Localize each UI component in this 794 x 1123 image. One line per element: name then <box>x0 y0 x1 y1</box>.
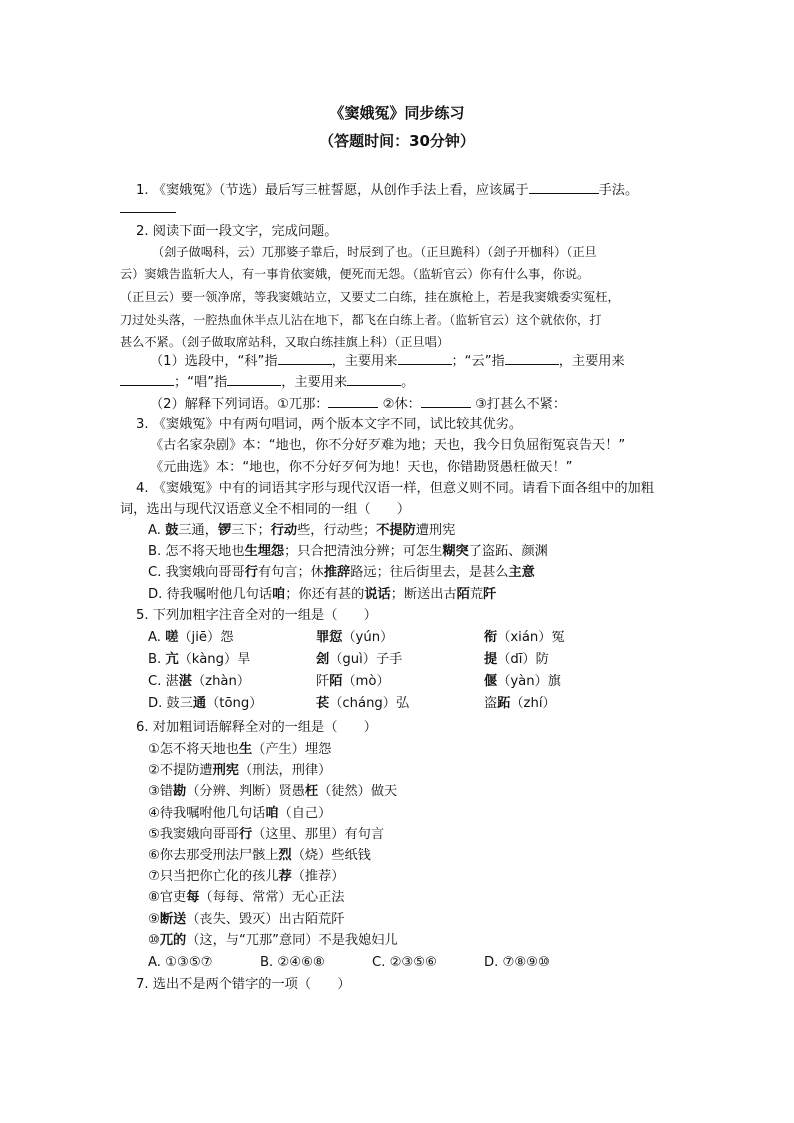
bold-word: 推辞 <box>323 565 351 580</box>
item-text: ④待我嘱咐他几句话 <box>148 805 266 821</box>
bold-word: 行动 <box>270 523 298 538</box>
bold-word: 鼓 <box>165 523 179 538</box>
bold-word: 刑宪 <box>212 763 239 779</box>
bold-char: 提 <box>484 652 498 667</box>
option-cell[interactable] <box>148 650 250 669</box>
list-item <box>148 782 397 801</box>
answer-blank[interactable] <box>328 394 378 408</box>
option-text: C. 湛 <box>148 674 179 689</box>
item-text: ⑧官吏 <box>148 890 187 906</box>
sub2-text: ②休： <box>382 397 421 412</box>
bold-word: 糊突 <box>442 544 469 559</box>
sub1-text: ；“云”指 <box>451 354 505 369</box>
option-text: 有句言；休 <box>257 565 324 580</box>
pinyin-text: （cháng）弘 <box>329 696 410 711</box>
passage-line: 刀过处头落，一腔热血休半点儿沾在地下，都飞在白练上者。（监斩官云）这个就依你，打 <box>120 313 602 327</box>
bold-word: 烈 <box>278 848 292 863</box>
passage-line: 云）窦娥告监斩大人，有一事肯依窦娥，便死而无怨。（监斩官云）你有什么事，你说。 <box>120 267 590 281</box>
item-text: （烧）些纸钱 <box>291 848 371 863</box>
item-text: （推荐） <box>291 869 345 885</box>
option-cell[interactable] <box>148 628 233 647</box>
option-label: A. <box>148 523 166 538</box>
list-item <box>148 931 398 950</box>
option-text: D. 鼓三 <box>148 696 193 711</box>
bold-word: 荐 <box>278 869 292 885</box>
passage-line: （正旦云）要一领净席，等我窦娥站立，又要丈二白练，挂在旗枪上，若是我窦娥委实冤枉， <box>120 290 620 304</box>
pinyin-text: （guì）子手 <box>329 652 403 667</box>
bold-word: 锣 <box>217 523 232 538</box>
option-text: A. <box>148 630 166 645</box>
option-cell[interactable] <box>316 694 409 713</box>
answer-blank[interactable] <box>120 372 174 386</box>
option-cell[interactable] <box>316 650 402 669</box>
option-b[interactable] <box>148 542 548 561</box>
option-text: ；你还有甚的 <box>285 587 365 602</box>
answer-blank[interactable] <box>227 372 281 386</box>
passage-line: （刽子做喝科，云）兀那婆子靠后，时辰到了也。（正旦跪科）（刽子开枷科）（正旦 <box>152 245 597 259</box>
option-text: 荒 <box>469 587 484 602</box>
bold-word: 阡 <box>483 587 497 602</box>
version-source: 《元曲选》本： <box>150 460 243 475</box>
question-6-stem: 6. 对加粗词语解释全对的一组是（ ） <box>136 720 377 735</box>
item-text: （徒然）做天 <box>318 784 398 800</box>
list-item <box>148 867 344 886</box>
version-source: 《古名家杂剧》本： <box>150 438 269 453</box>
bold-char: 跖 <box>497 696 511 711</box>
bold-word: 主意 <box>508 565 535 580</box>
bold-char: 陌 <box>329 674 343 689</box>
sub1-text: （1）选段中，“科”指 <box>150 354 278 369</box>
bold-word: 不提防 <box>376 523 416 538</box>
version-2 <box>150 458 572 477</box>
pinyin-text: （tōng） <box>206 696 263 711</box>
option-text: C. 我窦娥向哥哥 <box>148 565 245 580</box>
bold-char: 湛 <box>178 674 192 689</box>
option-text: 了盗跖、颜渊 <box>468 544 548 559</box>
bold-char: 衔 <box>484 630 498 645</box>
pinyin-text: （kàng）旱 <box>178 652 251 667</box>
bold-word: 陌 <box>456 587 470 602</box>
list-item <box>148 846 371 865</box>
option-text: B. <box>148 652 166 667</box>
list-item <box>148 804 331 823</box>
version-text: “地也，你不分好歹何为地！天也，你错勘贤愚枉做天！” <box>242 460 573 475</box>
item-text: （产生）埋怨 <box>252 742 332 757</box>
bold-char: 亢 <box>165 652 179 667</box>
sub1-text: ，主要用来 <box>281 375 348 390</box>
version-1 <box>150 436 625 455</box>
item-text: ⑩ <box>148 932 160 948</box>
option-a[interactable] <box>148 521 455 540</box>
pinyin-text: （zhàn） <box>191 674 251 689</box>
pinyin-text: （mò） <box>342 674 390 689</box>
option-text: ；只合把清浊分辨；可怎生 <box>284 544 443 559</box>
answer-option[interactable]: C. ②③⑤⑥ <box>372 955 437 970</box>
question-4-stem: 4. 《窦娥冤》中有的词语其字形与现代汉语一样，但意义则不同。请看下面各组中的加粗 <box>136 481 654 496</box>
option-text: D. 待我嘱咐他几句话 <box>148 587 273 602</box>
bold-word: 咱 <box>265 805 279 821</box>
version-text: “地也，你不分好歹难为地；天也，我今日负屈衔冤哀告天！” <box>268 438 626 453</box>
option-text: 些，行动些； <box>297 523 377 538</box>
bold-char: 嗟 <box>165 630 179 645</box>
option-cell[interactable] <box>484 694 556 713</box>
item-text: ③错 <box>148 784 174 800</box>
option-cell[interactable] <box>484 672 561 691</box>
bold-char: 苌 <box>316 696 330 711</box>
question-3-stem: 3. 《窦娥冤》中有两句唱词，两个版本文字不同，试比较其优劣。 <box>136 417 523 432</box>
option-cell[interactable] <box>148 672 250 691</box>
answer-blank[interactable] <box>398 351 452 365</box>
sub1-text: ，主要用来 <box>331 354 398 369</box>
q1-text: 1. 《窦娥冤》（节选）最后写三桩誓愿，从创作手法上看，应该属于 <box>136 183 529 198</box>
question-2-sub-1 <box>150 351 625 371</box>
q1-suffix: 手法。 <box>598 183 639 198</box>
sub1-text: ，主要用来 <box>558 354 625 369</box>
option-cell[interactable] <box>484 628 565 647</box>
answer-option[interactable]: D. ⑦⑧⑨⑩ <box>484 955 550 970</box>
answer-blank[interactable] <box>505 351 559 365</box>
page-title: 《窦娥冤》同步练习 <box>329 104 465 122</box>
item-text: （这，与“兀那”意同）不是我媳妇儿 <box>186 932 398 948</box>
item-text: （自己） <box>278 805 332 821</box>
bold-word: 咱 <box>272 587 286 602</box>
list-item <box>148 761 331 780</box>
bold-word: 生埋怨 <box>244 544 285 559</box>
option-cell[interactable] <box>484 650 549 669</box>
item-text: ②不提防遭 <box>148 763 213 779</box>
option-text: B. 怎不将天地也 <box>148 544 245 559</box>
question-2-sub-1-cont <box>120 372 414 392</box>
question-4-stem-cont: 词，选出与现代汉语意义全不相同的一组（ ） <box>120 502 411 517</box>
item-text: （分辨、判断）贤愚 <box>186 784 305 800</box>
pinyin-text: （yàn）旗 <box>497 674 561 689</box>
item-text: ⑤我窦娥向哥哥 <box>148 826 239 842</box>
option-text: 路远；往后街里去，是甚么 <box>350 565 509 580</box>
sub1-text: 。 <box>401 375 415 390</box>
question-2-stem: 2. 阅读下面一段文字，完成问题。 <box>136 224 338 239</box>
page-subtitle: （答题时间：30分钟） <box>319 132 475 150</box>
question-2-sub-2 <box>150 394 566 414</box>
answer-blank[interactable] <box>278 351 332 365</box>
pinyin-text: （yún） <box>342 630 394 645</box>
answer-blank[interactable] <box>529 180 599 194</box>
option-text: 三下； <box>231 523 271 538</box>
option-text: 遭刑宪 <box>415 523 456 538</box>
item-text: （刑法，刑律） <box>238 763 332 779</box>
list-item <box>148 910 344 929</box>
bold-char: 罪愆 <box>316 630 343 645</box>
option-text: 三通， <box>178 523 218 538</box>
option-cell[interactable] <box>316 672 390 691</box>
pinyin-text: （xián）冤 <box>497 630 565 645</box>
answer-option[interactable]: B. ②④⑥⑧ <box>260 955 325 970</box>
answer-option[interactable]: A. ①③⑤⑦ <box>148 955 213 970</box>
answer-blank[interactable] <box>120 199 176 213</box>
list-item <box>148 740 331 759</box>
option-c[interactable] <box>148 563 535 582</box>
bold-word: 枉 <box>304 784 319 800</box>
list-item <box>148 888 344 907</box>
pinyin-text: （dī）防 <box>497 652 549 667</box>
list-item <box>148 825 384 844</box>
option-text: 阡 <box>316 674 330 689</box>
question-7-stem: 7. 选出不是两个错字的一项（ ） <box>136 977 351 992</box>
answer-blank[interactable] <box>347 372 401 386</box>
passage-line: 甚么不紧。（刽子做取席站科，又取白练挂旗上科）（正旦唱） <box>120 335 450 349</box>
item-text: （这里、那里）有句言 <box>252 826 385 842</box>
bold-word: 断送 <box>159 911 187 927</box>
item-text: （丧失、毁灭）出古陌荒阡 <box>186 911 345 927</box>
bold-char: 刽 <box>316 652 330 667</box>
question-5-stem: 5. 下列加粗字注音全对的一组是（ ） <box>136 608 377 623</box>
pinyin-text: （jiē）怨 <box>178 630 234 645</box>
question-1-blank-line <box>120 199 176 219</box>
item-text: ⑦只当把你亡化的孩儿 <box>148 869 279 885</box>
bold-word: 行 <box>244 565 258 580</box>
bold-word: 每 <box>186 890 200 906</box>
bold-word: 兀的 <box>159 932 187 948</box>
item-text: ⑥你去那受刑法尸骸上 <box>148 848 279 863</box>
bold-char: 偃 <box>484 674 498 689</box>
option-text: ；断送出古 <box>390 587 457 602</box>
sub1-text: ；“唱”指 <box>174 375 228 390</box>
bold-word: 说话 <box>364 587 391 602</box>
bold-char: 通 <box>192 696 207 711</box>
item-text: ①怎不将天地也 <box>148 742 239 757</box>
sub2-text: ③打甚么不紧： <box>475 397 567 412</box>
option-text: 盗 <box>484 696 498 711</box>
question-1 <box>136 180 638 200</box>
item-text: ⑨ <box>148 911 160 927</box>
bold-word: 生 <box>238 742 253 757</box>
option-d[interactable] <box>148 585 496 604</box>
pinyin-text: （zhí） <box>510 696 556 711</box>
bold-word: 行 <box>238 826 253 842</box>
item-text: （每每、常常）无心正法 <box>199 890 345 906</box>
bold-word: 勘 <box>173 784 187 800</box>
answer-blank[interactable] <box>421 394 471 408</box>
option-cell[interactable] <box>316 628 393 647</box>
option-cell[interactable] <box>148 694 262 713</box>
sub2-text: （2）解释下列词语。①兀那： <box>150 397 329 412</box>
